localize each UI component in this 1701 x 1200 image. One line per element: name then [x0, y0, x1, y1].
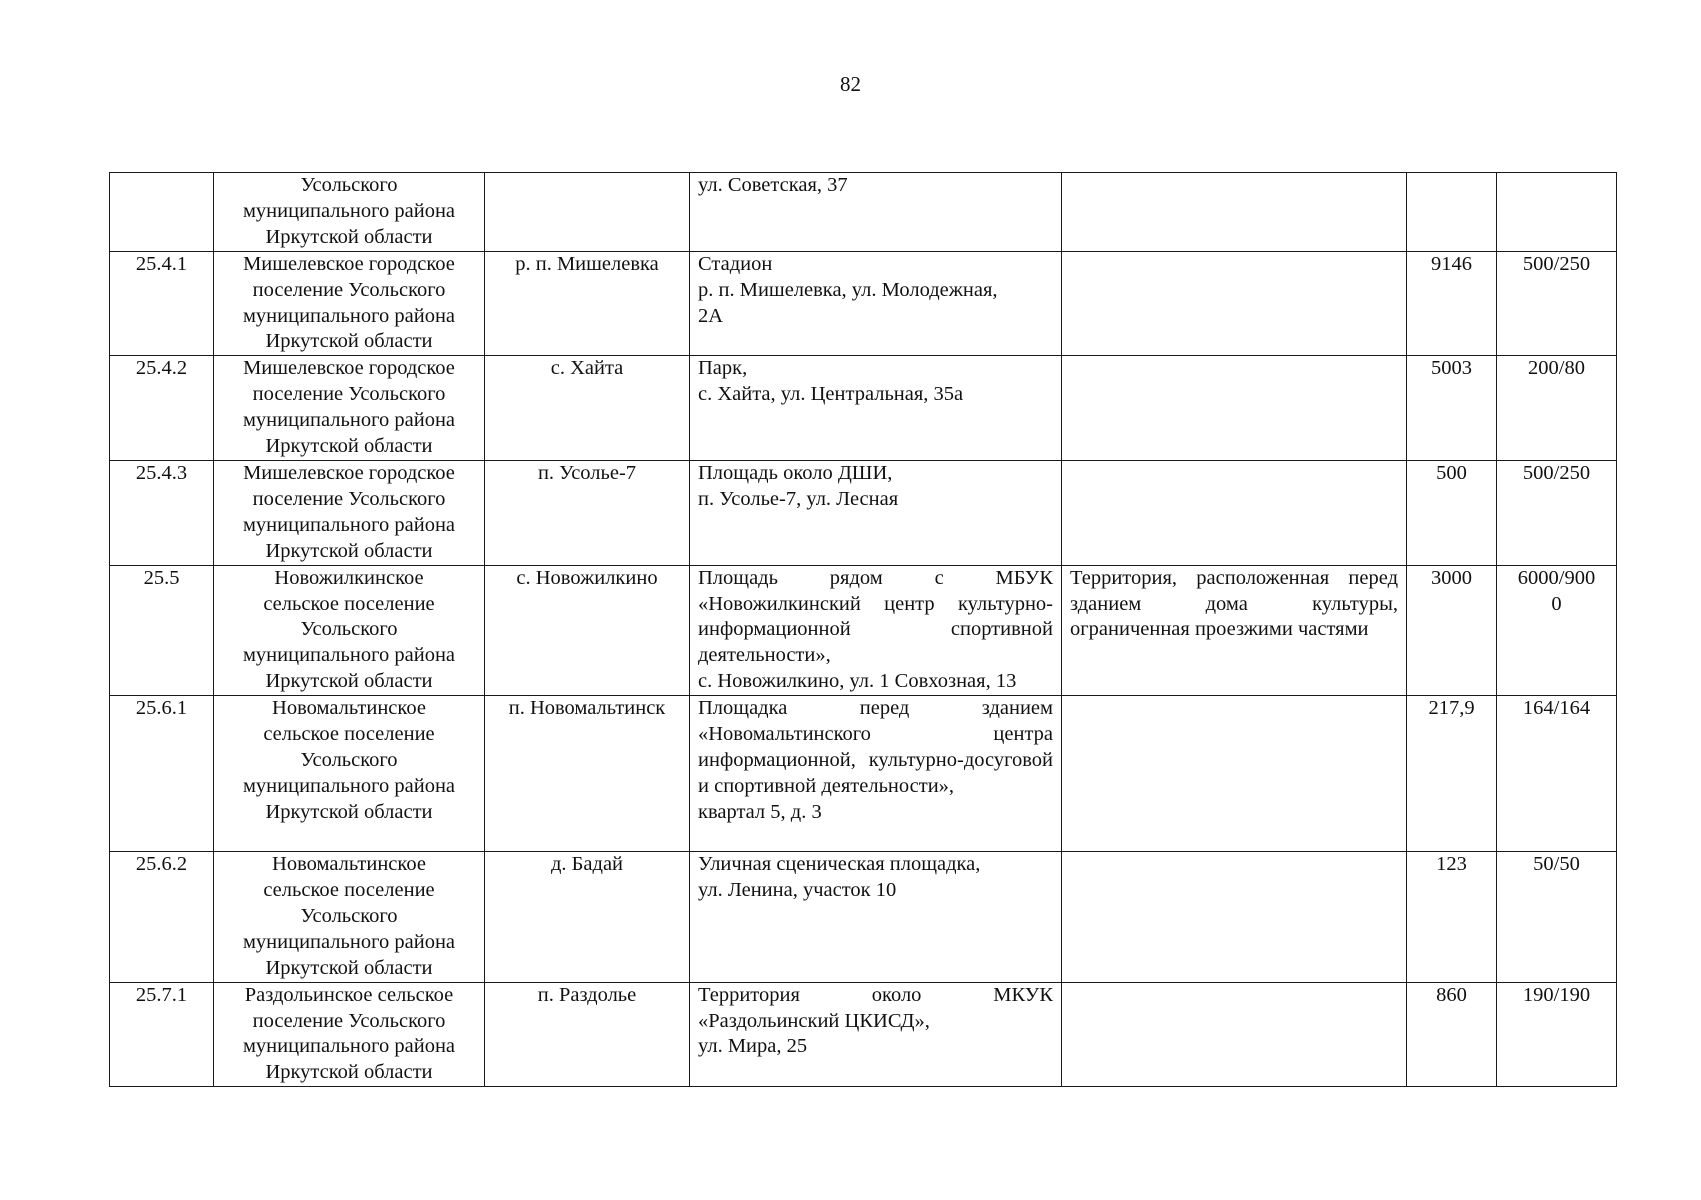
cell-text-line: Площадь около ДШИ,: [698, 461, 893, 484]
locality-cell: [485, 696, 690, 852]
cell-text-line: Мишелевское городское: [243, 357, 455, 380]
cell-text: 5003: [1431, 357, 1472, 380]
capacity-cell: [1497, 460, 1617, 565]
cell-text-line: Раздольинское сельское: [244, 983, 454, 1006]
row-number-cell: [110, 696, 214, 852]
cell-text: п. Новомальтинск: [508, 697, 666, 720]
venue-address-cell: [690, 460, 1062, 565]
cell-text-line: Новомальтинское: [272, 697, 426, 720]
cell-text-line: Иркутской области: [265, 330, 433, 353]
cell-text: 25.7.1: [135, 983, 188, 1006]
venue-address-cell: [690, 696, 1062, 852]
territory-description-cell: [1062, 852, 1407, 983]
cell-text: 190/190: [1522, 983, 1591, 1006]
cell-text-line: Иркутской области: [265, 435, 433, 458]
table-row: [110, 852, 1617, 983]
cell-text-line: Парк,: [698, 357, 748, 380]
municipality-cell: [214, 460, 485, 565]
locality-cell: [485, 251, 690, 356]
cell-text-line: поселение Усольского: [252, 383, 446, 406]
cell-text: 500/250: [1522, 252, 1591, 275]
municipality-cell: [214, 173, 485, 252]
cell-text-line: поселение Усольского: [252, 1009, 446, 1032]
cell-text: 9146: [1431, 252, 1472, 275]
capacity-cell: [1497, 173, 1617, 252]
cell-text: 25.6.1: [135, 697, 188, 720]
row-number-cell: [110, 173, 214, 252]
territory-description-cell: [1062, 356, 1407, 461]
territory-description-cell: [1062, 460, 1407, 565]
cell-text: 217,9: [1428, 697, 1475, 720]
cell-text-line: Усольского: [300, 174, 398, 196]
venue-address-cell: [690, 356, 1062, 461]
cell-text: 3000: [1431, 566, 1472, 589]
cell-text-line: муниципального района: [242, 409, 456, 432]
cell-text-line: с. Хайта, ул. Центральная, 35а: [698, 383, 964, 406]
locality-cell: [485, 460, 690, 565]
cell-text-line: 2А: [698, 304, 724, 327]
locality-cell: [485, 565, 690, 696]
cell-text: 25.4.2: [135, 357, 188, 380]
cell-text-line: Уличная сценическая площадка,: [698, 853, 981, 876]
table-row: [110, 696, 1617, 852]
municipality-cell: [214, 852, 485, 983]
territory-description-cell: [1062, 173, 1407, 252]
cell-text: 50/50: [1533, 853, 1580, 876]
cell-text-line: Иркутской области: [265, 800, 433, 823]
locality-cell: [485, 356, 690, 461]
cell-text-line: Новомальтинское: [272, 853, 426, 876]
cell-text-line: сельское поселение: [263, 879, 435, 902]
area-cell: [1407, 251, 1497, 356]
capacity-cell: [1497, 565, 1617, 696]
area-cell: [1407, 356, 1497, 461]
capacity-cell: [1497, 356, 1617, 461]
locality-cell: [485, 852, 690, 983]
territory-description-cell: [1062, 251, 1407, 356]
cell-text-line: ул. Ленина, участок 10: [698, 879, 897, 902]
cell-text-line: сельское поселение: [263, 592, 435, 615]
cell-text-line: Территория около МКУК «Раздольинский ЦКИСД»,: [698, 983, 1053, 1032]
cell-text: с. Новожилкино: [516, 566, 658, 589]
cell-text-line: сельское поселение: [263, 723, 435, 746]
table-row: [110, 356, 1617, 461]
cell-text-line: муниципального района: [242, 513, 456, 536]
territory-description-cell: [1062, 565, 1407, 696]
venue-address-cell: [690, 565, 1062, 696]
cell-text-line: Усольского: [300, 618, 398, 641]
area-cell: [1407, 173, 1497, 252]
cell-text: п. Раздолье: [537, 983, 637, 1006]
municipality-cell: [214, 565, 485, 696]
row-number-cell: [110, 356, 214, 461]
cell-text: 25.4.3: [135, 461, 188, 484]
locality-cell: [485, 173, 690, 252]
cell-text-line: ул. Мира, 25: [698, 1035, 808, 1058]
capacity-cell: [1497, 251, 1617, 356]
cell-text-line: муниципального района: [242, 644, 456, 667]
table-row: [110, 565, 1617, 696]
cell-text: 123: [1436, 853, 1467, 876]
cell-text-line: ул. Советская, 37: [698, 174, 848, 196]
cell-text-line: Площадка перед зданием «Новомальтинского центра информационной, культурно-досуговой и спортивной деятельности»,: [698, 697, 1053, 797]
cell-text-line: Стадион: [698, 252, 773, 275]
cell-text-line: Мишелевское городское: [243, 252, 455, 275]
cell-text-line: п. Усолье-7, ул. Лесная: [698, 487, 899, 510]
cell-text: 500: [1436, 461, 1467, 484]
cell-text-line: Территория, расположенная перед зданием дома культуры, ограниченная проезжими частями: [1070, 566, 1398, 641]
cell-text: д. Бадай: [550, 853, 624, 876]
page-number: 82: [840, 72, 861, 96]
row-number-cell: [110, 251, 214, 356]
cell-text-line: с. Новожилкино, ул. 1 Совхозная, 13: [698, 670, 1017, 693]
cell-text: п. Усолье-7: [537, 461, 637, 484]
territory-description-cell: [1062, 982, 1407, 1087]
capacity-cell: [1497, 982, 1617, 1087]
row-number-cell: [110, 460, 214, 565]
venue-address-cell: [690, 852, 1062, 983]
cell-text-line: 0: [1551, 592, 1562, 615]
area-cell: [1407, 852, 1497, 983]
capacity-cell: [1497, 852, 1617, 983]
venue-address-cell: [690, 251, 1062, 356]
cell-text-line: поселение Усольского: [252, 278, 446, 301]
cell-text-line: муниципального района: [242, 199, 456, 222]
capacity-cell: [1497, 696, 1617, 852]
table-row: [110, 173, 1617, 252]
cell-text-line: Иркутской области: [265, 956, 433, 979]
cell-text-line: 6000/900: [1517, 566, 1596, 589]
row-number-cell: [110, 982, 214, 1087]
row-number-cell: [110, 852, 214, 983]
cell-text-line: квартал 5, д. 3: [698, 800, 822, 823]
row-number-cell: [110, 565, 214, 696]
cell-text: р. п. Мишелевка: [515, 252, 659, 275]
cell-text: 500/250: [1522, 461, 1591, 484]
table-body: [110, 173, 1617, 1087]
cell-text: 860: [1436, 983, 1467, 1006]
cell-text-line: Иркутской области: [265, 225, 433, 248]
cell-text-line: Иркутской области: [265, 1061, 433, 1084]
cell-text-line: р. п. Мишелевка, ул. Молодежная,: [698, 278, 998, 301]
cell-text-line: муниципального района: [242, 304, 456, 327]
cell-text-line: Иркутской области: [265, 670, 433, 693]
cell-text-line: Площадь рядом с МБУК «Новожилкинский центр культурно-информационной спортивной деятельности»,: [698, 566, 1053, 667]
cell-text-line: Иркутской области: [265, 539, 433, 562]
cell-text: 164/164: [1522, 697, 1591, 720]
locality-cell: [485, 982, 690, 1087]
cell-text: 25.5: [143, 566, 180, 589]
cell-text-line: муниципального района: [242, 774, 456, 797]
area-cell: [1407, 982, 1497, 1087]
venue-address-cell: [690, 982, 1062, 1087]
cell-text-line: Усольского: [300, 904, 398, 927]
cell-text-line: муниципального района: [242, 1035, 456, 1058]
venue-address-cell: [690, 173, 1062, 252]
cell-text-line: муниципального района: [242, 930, 456, 953]
area-cell: [1407, 460, 1497, 565]
territory-description-cell: [1062, 696, 1407, 852]
cell-text: 25.4.1: [135, 252, 188, 275]
cell-text: 25.6.2: [135, 853, 188, 876]
municipality-cell: [214, 251, 485, 356]
cell-text-line: Новожилкинское: [274, 566, 424, 589]
area-cell: [1407, 565, 1497, 696]
cell-text: с. Хайта: [550, 357, 624, 380]
table-row: [110, 460, 1617, 565]
cell-text: 200/80: [1528, 357, 1585, 380]
municipality-cell: [214, 356, 485, 461]
cell-text-line: Мишелевское городское: [243, 461, 455, 484]
municipality-cell: [214, 696, 485, 852]
event-venues-table: [109, 172, 1617, 1087]
table-row: [110, 251, 1617, 356]
table-row: [110, 982, 1617, 1087]
cell-text-line: Усольского: [300, 748, 398, 771]
municipality-cell: [214, 982, 485, 1087]
cell-text-line: поселение Усольского: [252, 487, 446, 510]
area-cell: [1407, 696, 1497, 852]
